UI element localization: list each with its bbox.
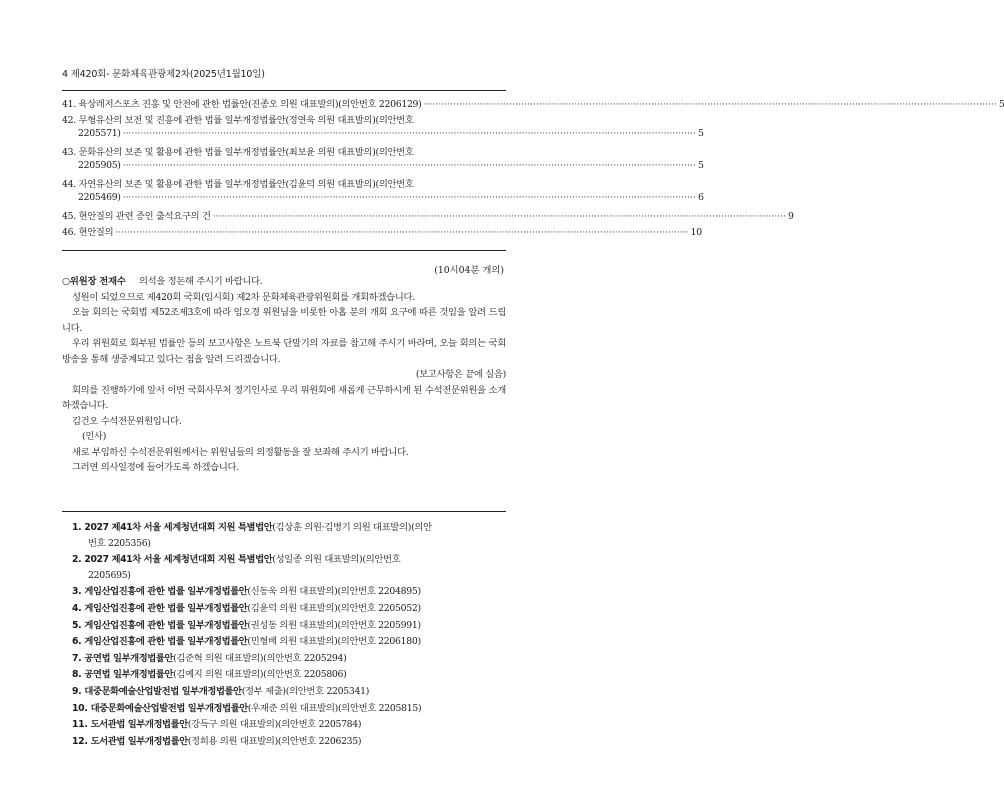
toc-item-page: 6 bbox=[697, 192, 704, 203]
agenda-item bbox=[72, 584, 512, 600]
agenda-item-note: (강득구 의원 대표발의)(의안번호 2205784) bbox=[187, 719, 362, 731]
speech-paragraph: 새로 부임하신 수석전문위원께서는 위원님들의 의정활동을 잘 보좌해 주시기 바랍니다. bbox=[72, 446, 409, 458]
toc-leader-dots bbox=[123, 160, 696, 171]
agenda-item-number: 6. bbox=[72, 636, 82, 648]
toc-item bbox=[62, 144, 506, 160]
toc-item-page: 10 bbox=[690, 227, 702, 238]
toc-item-text: 45. 현안질의 관련 증인 출석요구의 건 bbox=[62, 211, 211, 222]
toc-item-text: 46. 현안질의 bbox=[62, 227, 114, 238]
session-time: (10시04분 개의) bbox=[434, 265, 504, 276]
speech-paragraph: 우리 위원회로 회부된 법률안 등의 보고사항은 노트북 단말기의 자료를 참고해 주시기 바라며, 오늘 회의는 국회방송을 통해 생중계되고 있다는 점을 알려 드리겠습니다. bbox=[62, 338, 506, 365]
speech-paragraph: 회의를 진행하기에 앞서 이번 국회사무처 정기인사로 우리 위원회에 새롭게 근무하시게 된 수석전문위원을 소개하겠습니다. bbox=[62, 384, 506, 411]
agenda-item-number: 11. bbox=[72, 719, 88, 731]
toc-item-page: 9 bbox=[788, 211, 794, 222]
toc-divider bbox=[62, 250, 506, 251]
toc-item-page: 5 bbox=[697, 160, 704, 171]
agenda-item bbox=[72, 634, 512, 650]
minutes-body bbox=[62, 274, 506, 476]
toc-item-text: 42. 무형유산의 보전 및 진흥에 관한 법률 일부개정법률안(정연욱 의원 대표발의)(의안번호 bbox=[62, 115, 414, 126]
agenda-item-number: 3. bbox=[72, 586, 82, 598]
toc-item-continuation bbox=[62, 192, 704, 208]
agenda-item-note: (정희용 의원 대표발의)(의안번호 2206235) bbox=[187, 735, 362, 747]
toc-leader-dots bbox=[213, 211, 786, 222]
agenda-item bbox=[72, 717, 512, 733]
agenda-item bbox=[72, 684, 512, 700]
agenda-item bbox=[72, 651, 512, 667]
toc-item-cont-text: 2205571) bbox=[78, 128, 121, 139]
toc-item-text: 41. 육상레저스포츠 진흥 및 안전에 관한 법률안(진종오 의원 대표발의)(의안번호 2206129) bbox=[62, 99, 422, 110]
agenda-item-note: (김윤덕 의원 대표발의)(의안번호 2205052) bbox=[247, 602, 421, 614]
agenda-item-number: 8. bbox=[72, 669, 82, 681]
agenda-item-title: 2027 제41차 서울 세계청년대회 지원 특별법안 bbox=[84, 522, 273, 533]
speech-paragraph: 김건오 수석전문위원입니다. bbox=[72, 415, 182, 427]
toc-item bbox=[62, 96, 1004, 112]
agenda-item-title: 게임산업진흥에 관한 법률 일부개정법률안 bbox=[84, 619, 248, 631]
agenda-item-note: (신동욱 의원 대표발의)(의안번호 2204895) bbox=[247, 586, 421, 598]
header-divider bbox=[62, 90, 506, 91]
agenda-item-title: 게임산업진흥에 관한 법률 일부개정법률안 bbox=[84, 636, 248, 648]
agenda-item-note: (성일종 의원 대표발의)(의안번호 bbox=[272, 554, 401, 566]
agenda-item-note: (정부 제출)(의안번호 2205341) bbox=[241, 685, 370, 697]
agenda-item-title: 공연법 일부개정법률안 bbox=[84, 652, 174, 664]
agenda-item-number: 1. bbox=[72, 522, 82, 533]
agenda-item bbox=[72, 667, 512, 683]
agenda-item-note: (김예지 의원 대표발의)(의안번호 2205806) bbox=[173, 669, 347, 681]
toc-item bbox=[62, 112, 506, 128]
agenda-item bbox=[72, 701, 512, 717]
toc-item bbox=[62, 176, 506, 192]
agenda-item bbox=[72, 552, 512, 583]
toc-item-continuation bbox=[62, 128, 704, 144]
speaker-name: ○위원장 전재수 bbox=[62, 276, 126, 287]
toc-item-page: 5 bbox=[998, 99, 1004, 110]
toc-leader-dots bbox=[115, 227, 688, 238]
agenda-item bbox=[72, 601, 512, 617]
agenda-item-note: (김준혁 의원 대표발의)(의안번호 2205294) bbox=[173, 652, 347, 664]
toc-item bbox=[62, 224, 702, 240]
agenda-item-number: 5. bbox=[72, 619, 82, 631]
toc-item-cont-text: 2205469) bbox=[78, 192, 121, 203]
agenda-item bbox=[72, 520, 512, 551]
agenda-item-number: 12. bbox=[72, 735, 88, 747]
toc-item-text: 43. 문화유산의 보존 및 활용에 관한 법률 일부개정법률안(최보윤 의원 대표발의)(의안번호 bbox=[62, 147, 414, 158]
agenda-divider bbox=[62, 511, 506, 512]
agenda-item-note: (민형배 의원 대표발의)(의안번호 2206180) bbox=[247, 636, 421, 648]
agenda-item-number: 9. bbox=[72, 685, 82, 697]
agenda-item-title: 게임산업진흥에 관한 법률 일부개정법률안 bbox=[84, 602, 248, 614]
toc-leader-dots bbox=[123, 192, 696, 203]
page-header: 4 제420회- 문화체육관광제2차(2025년1월10일) bbox=[62, 69, 265, 80]
agenda-item-title: 도서관법 일부개정법률안 bbox=[90, 719, 188, 731]
speech-paragraph: 그러면 의사일정에 들어가도록 하겠습니다. bbox=[72, 462, 239, 473]
toc-item-continuation bbox=[62, 160, 704, 176]
toc-item-page: 5 bbox=[697, 128, 704, 139]
agenda-item-note: (김상훈 의원·김병기 의원 대표발의)(의안 bbox=[272, 522, 432, 533]
speech-paragraph: 성원이 되었으므로 제420회 국회(임시회) 제2차 문화체육관광위원회를 개회하겠습니다. bbox=[72, 291, 415, 303]
toc-leader-dots bbox=[424, 99, 997, 110]
speech-paragraph: 오늘 회의는 국회법 제52조제3호에 따라 임오경 위원님을 비롯한 아홉 분의 개회 요구에 따른 것임을 알려 드립니다. bbox=[62, 307, 506, 334]
stage-direction: (인사) bbox=[82, 431, 107, 442]
agenda-item-title: 대중문화예술산업발전법 일부개정법률안 bbox=[90, 702, 248, 714]
agenda-item bbox=[72, 618, 512, 634]
report-note: (보고사항은 끝에 실음) bbox=[415, 369, 506, 380]
agenda-item-cont: 2205695) bbox=[88, 569, 131, 581]
agenda-item-title: 공연법 일부개정법률안 bbox=[84, 669, 174, 681]
toc-item bbox=[62, 208, 794, 224]
agenda-list bbox=[72, 520, 512, 750]
agenda-item-title: 게임산업진흥에 관한 법률 일부개정법률안 bbox=[84, 586, 248, 598]
agenda-item-title: 2027 제41차 서울 세계청년대회 지원 특별법안 bbox=[84, 554, 273, 566]
agenda-item-note: (권성동 의원 대표발의)(의안번호 2205991) bbox=[247, 619, 421, 631]
agenda-item bbox=[72, 734, 512, 750]
speaker-line bbox=[62, 274, 506, 290]
agenda-item-number: 7. bbox=[72, 652, 82, 664]
agenda-item-number: 10. bbox=[72, 702, 88, 714]
speech-text: 의석을 정돈해 주시기 바랍니다. bbox=[138, 276, 263, 287]
toc-item-cont-text: 2205905) bbox=[78, 160, 121, 171]
agenda-item-title: 도서관법 일부개정법률안 bbox=[90, 735, 188, 747]
table-of-contents bbox=[62, 96, 1004, 240]
toc-leader-dots bbox=[123, 128, 696, 139]
agenda-item-number: 2. bbox=[72, 554, 82, 566]
agenda-item-note: (우재준 의원 대표발의)(의안번호 2205815) bbox=[247, 702, 422, 714]
agenda-item-title: 대중문화예술산업발전법 일부개정법률안 bbox=[84, 685, 242, 697]
agenda-item-cont: 번호 2205356) bbox=[88, 537, 151, 549]
agenda-item-number: 4. bbox=[72, 602, 82, 614]
toc-item-text: 44. 자연유산의 보존 및 활용에 관한 법률 일부개정법률안(김윤덕 의원 대표발의)(의안번호 bbox=[62, 179, 414, 190]
